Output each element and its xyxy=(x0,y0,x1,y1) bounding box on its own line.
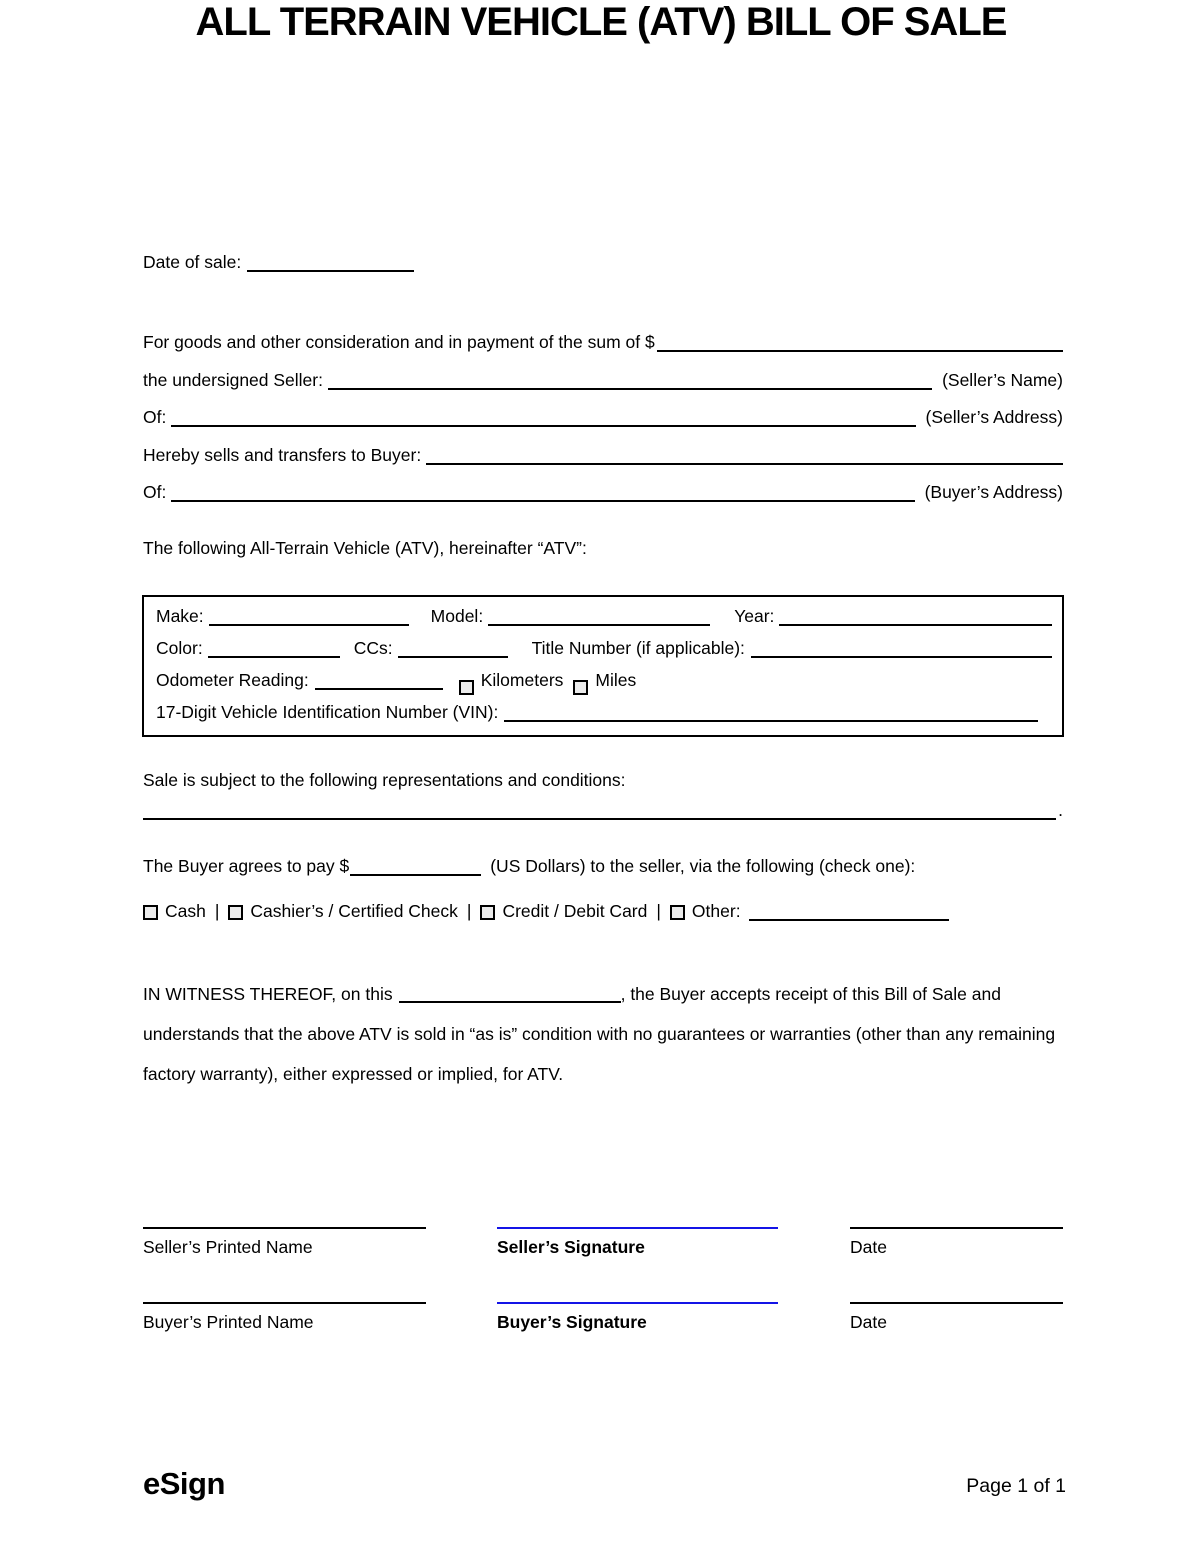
seller-address-field[interactable] xyxy=(171,412,915,427)
title-number-label: Title Number (if applicable): xyxy=(531,638,745,658)
color-ccs-title-row xyxy=(156,638,1052,670)
conditions-terminator: . xyxy=(1058,800,1063,820)
ccs-field[interactable] xyxy=(398,643,508,658)
payment-option-credit-debit-label: Credit / Debit Card xyxy=(502,901,648,921)
payment-amount-field[interactable] xyxy=(350,861,481,876)
color-field[interactable] xyxy=(208,643,340,658)
witness-paragraph xyxy=(143,974,1065,1094)
vin-field[interactable] xyxy=(504,707,1038,722)
seller-signature-block[interactable] xyxy=(497,1227,778,1258)
model-field[interactable] xyxy=(488,611,710,626)
odometer-label: Odometer Reading: xyxy=(156,670,309,690)
buyer-signature-row xyxy=(143,1302,1063,1333)
seller-signature-row xyxy=(143,1227,1063,1258)
checkbox-miles[interactable] xyxy=(573,680,588,695)
payment-separator-2: | xyxy=(466,901,472,921)
buyer-date-block[interactable] xyxy=(850,1302,1063,1333)
seller-printed-name-block[interactable] xyxy=(143,1227,426,1258)
ccs-label: CCs: xyxy=(353,638,393,658)
payment-suffix: (US Dollars) to the seller, via the following (check one): xyxy=(490,856,916,876)
odometer-field[interactable] xyxy=(315,675,443,690)
buyer-name-label: Hereby sells and transfers to Buyer: xyxy=(143,444,422,465)
seller-name-suffix: (Seller’s Name) xyxy=(942,369,1063,390)
seller-address-row xyxy=(143,399,1063,437)
vehicle-section-heading: The following All-Terrain Vehicle (ATV), hereinafter “ATV”: xyxy=(143,538,587,558)
payment-option-cashiers-check-label: Cashier’s / Certified Check xyxy=(250,901,458,921)
date-of-sale-field[interactable] xyxy=(247,257,414,272)
seller-address-suffix: (Seller’s Address) xyxy=(925,407,1063,427)
payment-other-field[interactable] xyxy=(749,906,949,921)
buyer-address-suffix: (Buyer’s Address) xyxy=(924,482,1063,502)
seller-printed-name-label: Seller’s Printed Name xyxy=(143,1237,313,1257)
intro-section xyxy=(143,324,1063,512)
buyer-printed-name-block[interactable] xyxy=(143,1302,426,1333)
conditions-line-row xyxy=(143,800,1063,821)
seller-name-row xyxy=(143,362,1063,400)
payment-option-cash-label: Cash xyxy=(165,901,206,921)
make-model-year-row xyxy=(156,606,1052,638)
odometer-row xyxy=(156,670,1052,702)
payment-separator-3: | xyxy=(656,901,661,921)
date-of-sale-label: Date of sale: xyxy=(143,252,242,272)
payment-prefix: The Buyer agrees to pay $ xyxy=(143,856,350,876)
checkbox-other[interactable] xyxy=(670,905,685,920)
esign-logo: eSign xyxy=(143,1466,225,1501)
witness-prefix: IN WITNESS THEREOF, on this xyxy=(143,984,393,1004)
payment-options-row xyxy=(143,901,1063,922)
payment-sum-row xyxy=(143,324,1063,362)
title-number-field[interactable] xyxy=(751,643,1052,658)
checkbox-cash[interactable] xyxy=(143,905,158,920)
payment-amount-row xyxy=(143,856,1063,877)
seller-date-label: Date xyxy=(850,1237,887,1257)
document-title: ALL TERRAIN VEHICLE (ATV) BILL OF SALE xyxy=(195,0,1007,44)
year-label: Year: xyxy=(734,606,775,626)
vin-label: 17-Digit Vehicle Identification Number (VIN): xyxy=(156,702,499,722)
buyer-name-field[interactable] xyxy=(426,450,1063,465)
conditions-heading: Sale is subject to the following representations and conditions: xyxy=(143,770,626,790)
vehicle-info-box xyxy=(142,595,1064,737)
color-label: Color: xyxy=(156,638,203,658)
seller-date-block[interactable] xyxy=(850,1227,1063,1258)
make-field[interactable] xyxy=(209,611,409,626)
checkbox-cashiers-check[interactable] xyxy=(228,905,243,920)
buyer-name-row xyxy=(143,437,1063,475)
buyer-address-row xyxy=(143,474,1063,512)
vin-row xyxy=(156,702,1052,734)
payment-separator-1: | xyxy=(214,901,220,921)
witness-suffix: , the Buyer accepts receipt of this Bill of Sale and understands that the above ATV is sold in “as is” condition with no guarantees or warranties (other than any remaining factory warranty), either expressed or implied, for ATV. xyxy=(143,984,1056,1084)
year-field[interactable] xyxy=(779,611,1052,626)
checkbox-credit-debit[interactable] xyxy=(480,905,495,920)
date-of-sale-row xyxy=(143,252,1063,273)
buyer-address-label: Of: xyxy=(143,482,167,502)
seller-name-field[interactable] xyxy=(328,375,932,390)
payment-option-other-label: Other: xyxy=(691,901,741,921)
make-label: Make: xyxy=(156,606,204,626)
checkbox-kilometers[interactable] xyxy=(459,680,474,695)
buyer-address-field[interactable] xyxy=(171,487,914,502)
seller-name-label: the undersigned Seller: xyxy=(143,369,323,390)
model-label: Model: xyxy=(430,606,484,626)
buyer-printed-name-label: Buyer’s Printed Name xyxy=(143,1312,314,1332)
buyer-signature-label: Buyer’s Signature xyxy=(497,1312,647,1332)
buyer-date-label: Date xyxy=(850,1312,887,1332)
kilometers-label: Kilometers xyxy=(480,670,564,690)
payment-sum-field[interactable] xyxy=(657,337,1063,352)
buyer-signature-block[interactable] xyxy=(497,1302,778,1333)
seller-signature-label: Seller’s Signature xyxy=(497,1237,645,1257)
miles-label: Miles xyxy=(595,670,637,690)
seller-address-label: Of: xyxy=(143,407,167,427)
payment-sum-prefix: For goods and other consideration and in payment of the sum of $ xyxy=(143,332,655,352)
conditions-field[interactable] xyxy=(143,805,1056,820)
witness-date-field[interactable] xyxy=(399,989,621,1003)
page-indicator: Page 1 of 1 xyxy=(966,1475,1066,1497)
